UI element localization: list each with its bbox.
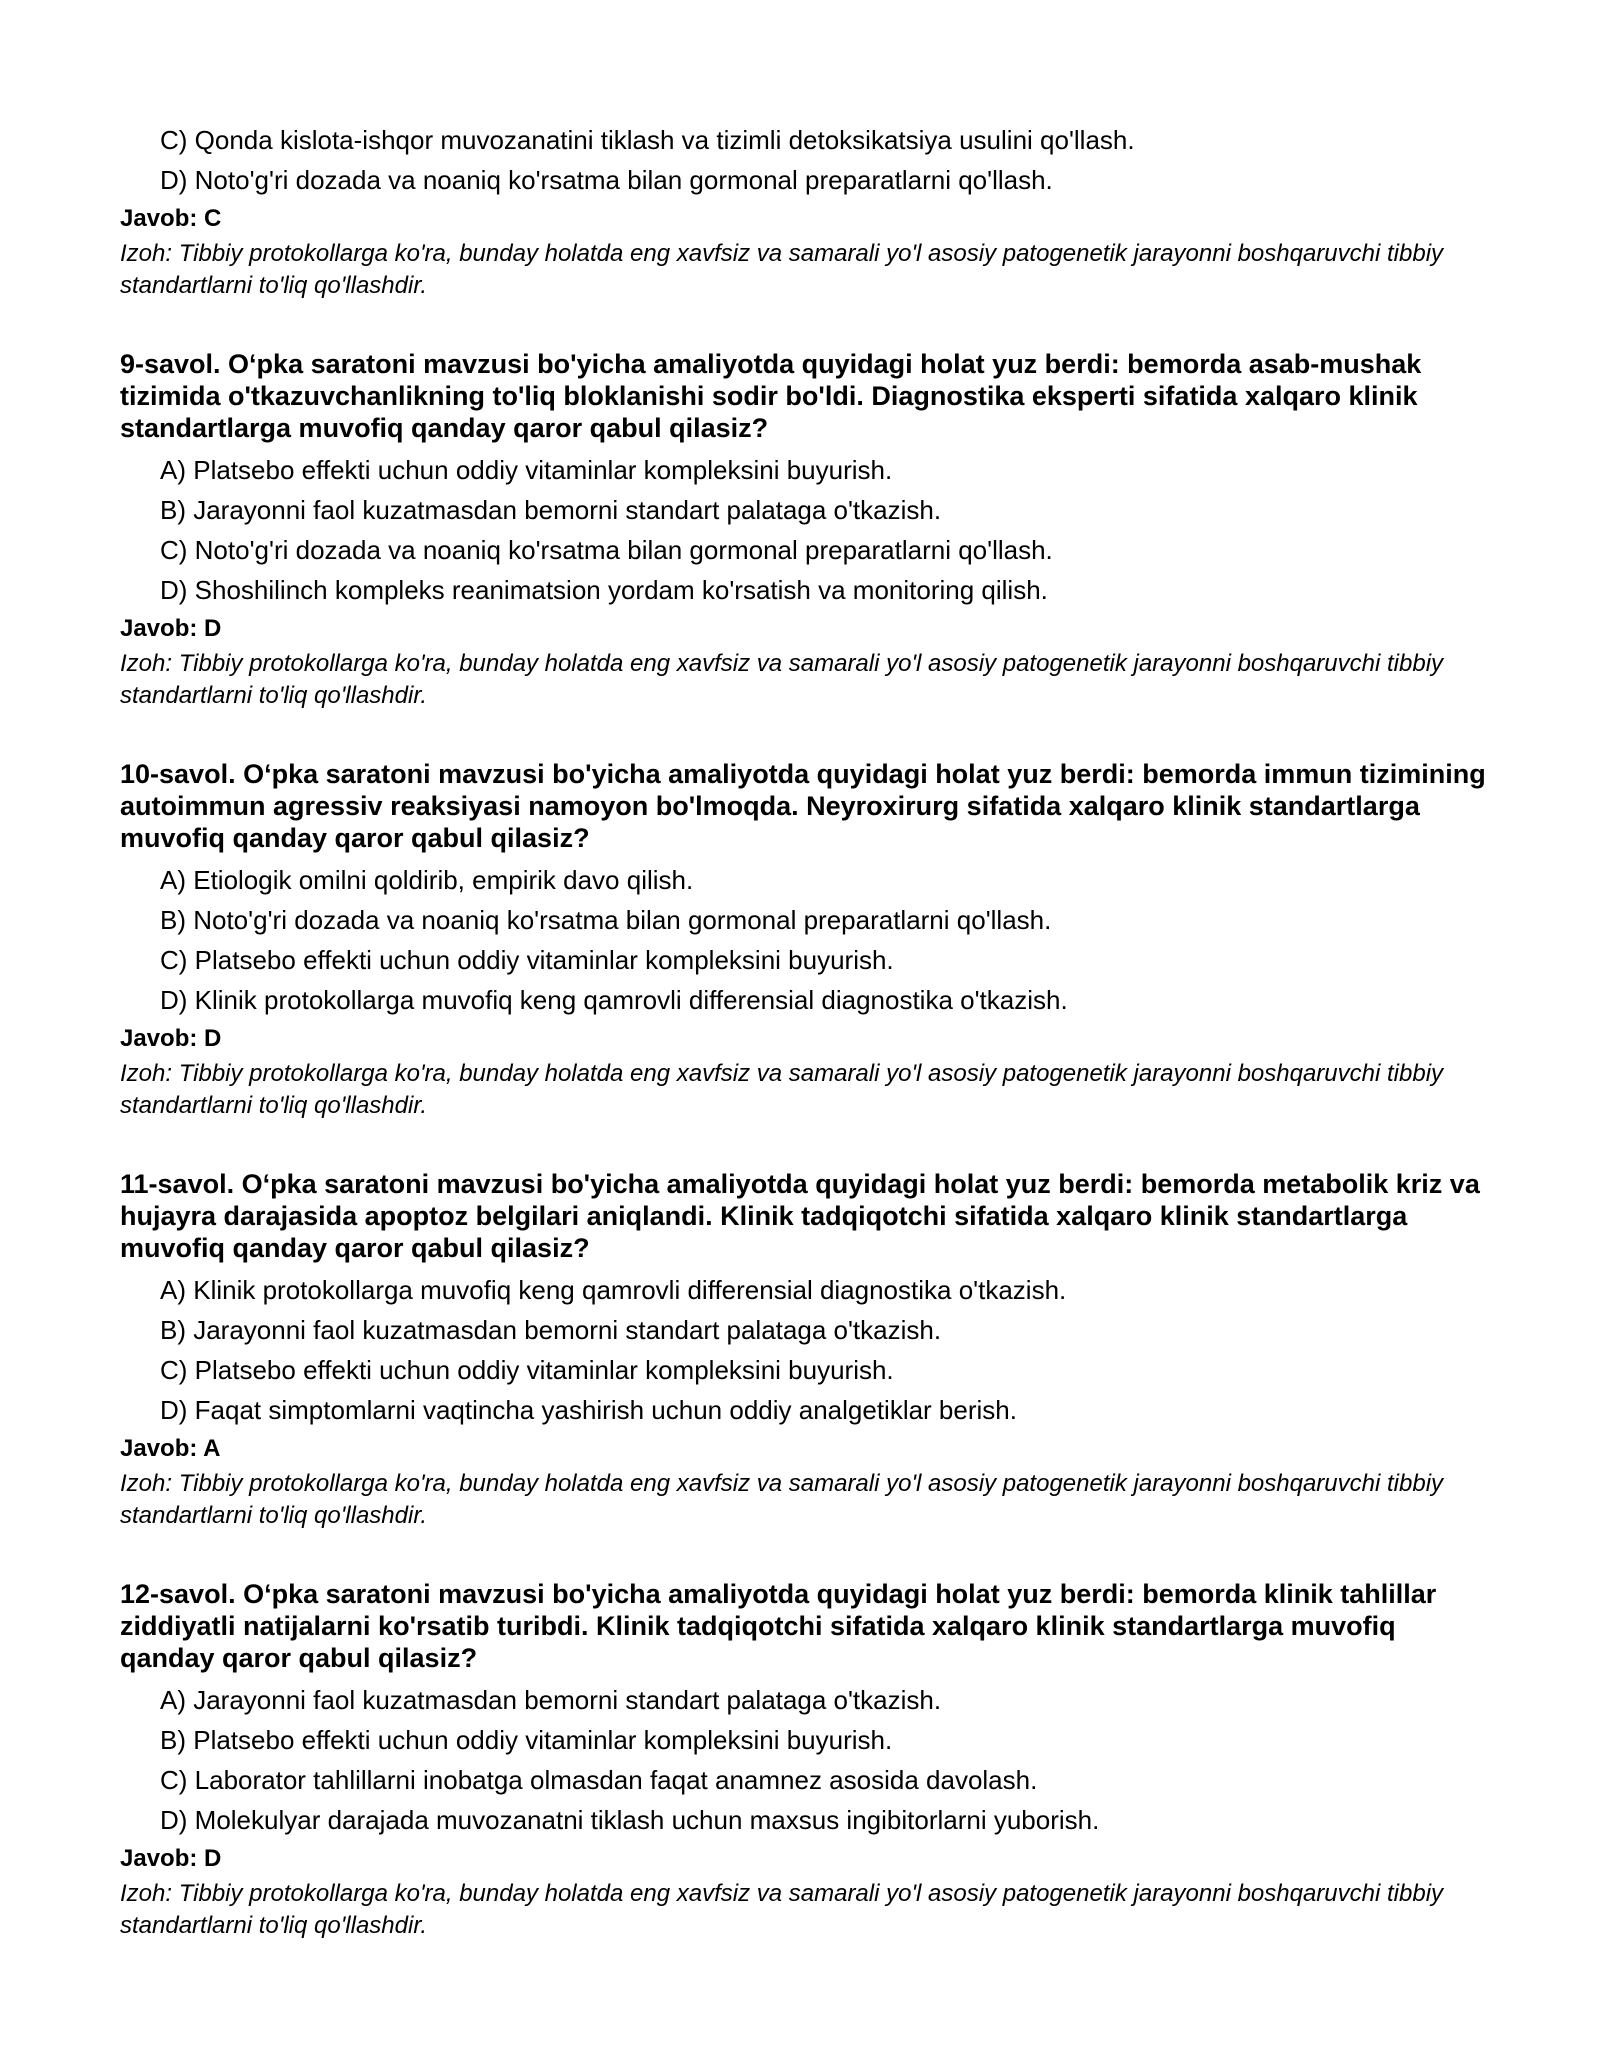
answer-label: Javob: D [120, 1025, 222, 1052]
answer-label: Javob: A [120, 1435, 221, 1462]
option-b: B) Jarayonni faol kuzatmasdan bemorni standart palataga o'tkazish. [160, 495, 942, 525]
option-c: C) Platsebo effekti uchun oddiy vitaminlar kompleksini buyurish. [160, 1355, 894, 1385]
question-8-continuation [120, 120, 1490, 302]
option-d: D) Klinik protokollarga muvofiq keng qamrovli differensial diagnostika o'tkazish. [160, 985, 1068, 1015]
question-10 [120, 758, 1490, 1122]
option-list [120, 120, 1490, 200]
option-c: C) Noto'g'ri dozada va noaniq ko'rsatma bilan gormonal preparatlarni qo'llash. [160, 535, 1053, 565]
option-d: D) Faqat simptomlarni vaqtincha yashirish uchun oddiy analgetiklar berish. [160, 1395, 1017, 1425]
option-b: B) Noto'g'ri dozada va noaniq ko'rsatma bilan gormonal preparatlarni qo'llash. [160, 905, 1052, 935]
document-page [120, 120, 1490, 1942]
option-a: A) Etiologik omilni qoldirib, empirik davo qilish. [160, 865, 694, 895]
explanation-note: Izoh: Tibbiy protokollarga ko'ra, bunday holatda eng xavfsiz va samarali yo'l asosiy patogenetik jarayonni boshqaruvchi tibbiy standartlarni to'liq qo'llashdir. [120, 1470, 1444, 1529]
option-a: A) Jarayonni faol kuzatmasdan bemorni standart palataga o'tkazish. [160, 1685, 942, 1715]
explanation-note: Izoh: Tibbiy protokollarga ko'ra, bunday holatda eng xavfsiz va samarali yo'l asosiy patogenetik jarayonni boshqaruvchi tibbiy standartlarni to'liq qo'llashdir. [120, 240, 1444, 299]
answer-label: Javob: D [120, 1845, 222, 1872]
question-text: 12-savol. O‘pka saratoni mavzusi bo'yicha amaliyotda quyidagi holat yuz berdi: bemorda klinik tahlillar ziddiyatli natijalarni ko'rsatib turibdi. Klinik tadqiqotchi sifatida xalqaro klinik standartlarga muvofiq qanday qaror qabul qilasiz? [120, 1579, 1437, 1673]
explanation-note: Izoh: Tibbiy protokollarga ko'ra, bunday holatda eng xavfsiz va samarali yo'l asosiy patogenetik jarayonni boshqaruvchi tibbiy standartlarni to'liq qo'llashdir. [120, 1880, 1444, 1939]
explanation-note: Izoh: Tibbiy protokollarga ko'ra, bunday holatda eng xavfsiz va samarali yo'l asosiy patogenetik jarayonni boshqaruvchi tibbiy standartlarni to'liq qo'llashdir. [120, 1060, 1444, 1119]
question-text: 9-savol. O‘pka saratoni mavzusi bo'yicha amaliyotda quyidagi holat yuz berdi: bemorda asab-mushak tizimida o'tkazuvchanlikning to'liq bloklanishi sodir bo'ldi. Diagnostika eksperti sifatida xalqaro klinik standartlarga muvofiq qanday qaror qabul qilasiz? [120, 349, 1422, 443]
option-b: B) Platsebo effekti uchun oddiy vitaminlar kompleksini buyurish. [160, 1725, 893, 1755]
option-a: A) Platsebo effekti uchun oddiy vitaminlar kompleksini buyurish. [160, 455, 893, 485]
question-12 [120, 1578, 1490, 1942]
option-d: D) Shoshilinch kompleks reanimatsion yordam ko'rsatish va monitoring qilish. [160, 575, 1048, 605]
option-d: D) Noto'g'ri dozada va noaniq ko'rsatma bilan gormonal preparatlarni qo'llash. [160, 165, 1053, 195]
answer-label: Javob: C [120, 205, 222, 232]
option-list [120, 450, 1490, 610]
option-list [120, 860, 1490, 1020]
option-a: A) Klinik protokollarga muvofiq keng qamrovli differensial diagnostika o'tkazish. [160, 1275, 1067, 1305]
option-c: C) Laborator tahlillarni inobatga olmasdan faqat anamnez asosida davolash. [160, 1765, 1038, 1795]
question-11 [120, 1168, 1490, 1532]
question-text: 10-savol. O‘pka saratoni mavzusi bo'yicha amaliyotda quyidagi holat yuz berdi: bemorda immun tizimining autoimmun agressiv reaksiyasi namoyon bo'lmoqda. Neyroxirurg sifatida xalqaro klinik standartlarga muvofiq qanday qaror qabul qilasiz? [120, 759, 1486, 853]
explanation-note: Izoh: Tibbiy protokollarga ko'ra, bunday holatda eng xavfsiz va samarali yo'l asosiy patogenetik jarayonni boshqaruvchi tibbiy standartlarni to'liq qo'llashdir. [120, 650, 1444, 709]
option-list [120, 1270, 1490, 1430]
option-c: C) Platsebo effekti uchun oddiy vitaminlar kompleksini buyurish. [160, 945, 894, 975]
option-list [120, 1680, 1490, 1840]
option-d: D) Molekulyar darajada muvozanatni tiklash uchun maxsus ingibitorlarni yuborish. [160, 1805, 1100, 1835]
question-text: 11-savol. O‘pka saratoni mavzusi bo'yicha amaliyotda quyidagi holat yuz berdi: bemorda metabolik kriz va hujayra darajasida apoptoz belgilari aniqlandi. Klinik tadqiqotchi sifatida xalqaro klinik standartlarga muvofiq qanday qaror qabul qilasiz? [120, 1169, 1480, 1263]
answer-label: Javob: D [120, 615, 222, 642]
option-b: B) Jarayonni faol kuzatmasdan bemorni standart palataga o'tkazish. [160, 1315, 942, 1345]
option-c: C) Qonda kislota-ishqor muvozanatini tiklash va tizimli detoksikatsiya usulini qo'llash. [160, 125, 1135, 155]
question-9 [120, 348, 1490, 712]
